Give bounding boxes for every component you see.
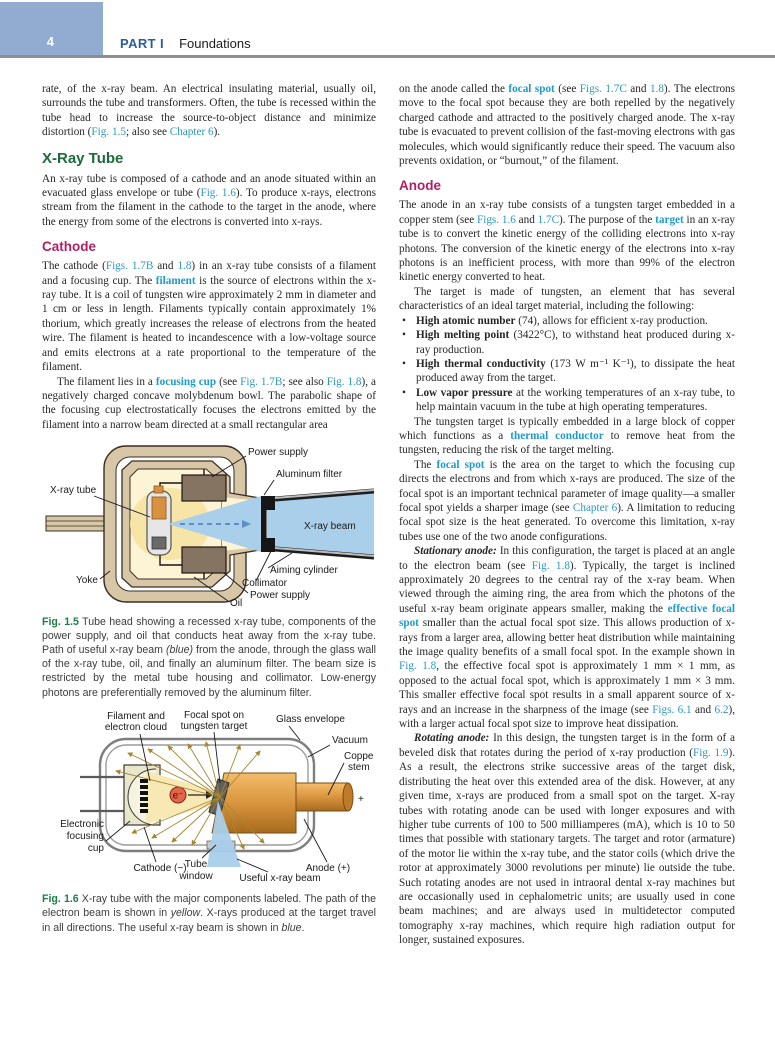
paragraph-xray-tube-intro: [42, 172, 376, 230]
label-power-supply-top: Power supply: [248, 447, 309, 459]
paragraph-focal-spot-size: [399, 458, 735, 544]
caption-fig-1-5: [42, 615, 376, 700]
label-yoke: Yoke: [76, 575, 98, 587]
label-collimator: Collimator: [242, 578, 288, 590]
text-run-italic: blue: [281, 921, 302, 934]
xref-figs-1-6: Figs. 1.6: [476, 213, 516, 226]
xref-figs-6-1: Figs. 6.1: [652, 703, 692, 716]
keyterm-focal-spot: focal spot: [508, 83, 555, 95]
text-run: is the area on the target to which the focusing cup directs the electrons and from which x-rays are produced. The size of the focal spot is an important technical parameter of image quality—a smaller focal spot yields a sharper image (see: [399, 458, 735, 514]
text-run: X-ray tube with the major components labeled. The path of the electron beam is shown in: [42, 893, 376, 920]
text-run: to remove heat from the tungsten, reducing the risk of the target melting.: [399, 429, 735, 457]
subsection-heading-anode: Anode: [399, 178, 441, 194]
label-vacuum: Vacuum: [332, 734, 368, 746]
xref-fig-6-2: 6.2: [714, 703, 729, 716]
text-run: ). To produce x-rays, electrons stream from the filament in the cathode to the target in the anode, where the energy from some of the electrons is converted into x-rays.: [42, 187, 376, 228]
xref-fig-1-9: Fig. 1.9: [693, 746, 729, 759]
label-glass-envelope: Glass envelope: [276, 713, 345, 725]
paragraph-focusing-cup: [42, 375, 376, 433]
section-heading-xray-tube: X-Ray Tube: [42, 149, 124, 167]
xref-chapter-6: Chapter 6: [572, 501, 618, 514]
right-column: [399, 82, 735, 948]
text-run: , the effective focal spot is approximately 1 mm × 1 mm, as opposed to the actual focal spot, which is approximately 1 mm × 3 mm. This smaller effective focal spot results in a small apparent source of x-rays and an increase in the sharpness of the image (see: [399, 660, 735, 716]
bullet-icon: •: [402, 329, 406, 342]
keyterm-focal-spot: focal spot: [436, 458, 485, 471]
bullet-icon: •: [402, 357, 406, 370]
collimator-block-top: [266, 496, 275, 510]
label-copper-line1: Copper: [344, 750, 374, 762]
text-run: ; see also: [282, 375, 327, 388]
text-run: (173 W m⁻¹ K⁻¹), to dissipate the heat produced away from the target.: [416, 357, 735, 385]
xref-fig-1-8: 1.8: [177, 260, 192, 273]
label-anode: Anode (+): [305, 862, 351, 874]
support-arm: [46, 516, 112, 531]
text-run: ).: [213, 126, 221, 139]
xref-chapter-6: Chapter 6: [169, 126, 214, 139]
xref-figs-1-7b: Figs. 1.7B: [105, 260, 154, 273]
caption-fig-1-6: [42, 892, 376, 935]
copper-stem-shape: [296, 783, 348, 811]
aluminum-filter-bar: [261, 496, 266, 552]
xref-fig-1-7b: Fig. 1.7B: [240, 375, 283, 388]
text-run: in an x-ray tube is to convert the kinetic energy of the colliding electrons into x-ray photons. The conversion of the kinetic energy of the electrons into x-ray photons is an inefficient process, with more than 99% of the electron kinetic energy converted to heat.: [399, 213, 736, 284]
tube-head-diagram: [44, 441, 374, 607]
text-run: ), with a larger actual focal spot size to improve heat dissipation.: [399, 703, 736, 731]
power-supply-top-block: [182, 475, 226, 501]
text-run: ; also see: [125, 126, 170, 139]
text-run: ), a negatively charged concave molybdenum bowl. The parabolic shape of the focusing cup electrostatically focuses the electrons emitted by the filament into a narrow beam directed at a small rectangular area: [42, 375, 376, 431]
tungsten-properties-list: [399, 314, 735, 415]
text-run: . X-rays produced at the target travel in all directions. The useful x-ray beam is shown in: [42, 907, 376, 934]
keyterm-thermal-conductor: thermal conductor: [510, 429, 604, 442]
subsection-heading-cathode: Cathode: [42, 239, 96, 255]
text-run: and: [153, 260, 178, 273]
label-xray-beam: X-ray beam: [304, 521, 356, 533]
paragraph-thermal-conductor: [399, 415, 735, 458]
label-cathode: Cathode (−): [133, 862, 187, 874]
text-run: and: [626, 83, 650, 95]
list-item: [399, 328, 735, 357]
list-item: [399, 386, 735, 415]
xref-fig-1-7c: 1.7C: [537, 213, 560, 226]
text-run: The cathode (: [42, 260, 106, 273]
label-cup-line2: focusing: [66, 830, 104, 842]
label-cup-line3: cup: [87, 842, 104, 854]
label-filament-line1: Filament and: [107, 710, 165, 722]
part-title: Foundations: [179, 36, 251, 51]
label-focal-spot-line1: Focal spot on: [183, 709, 245, 721]
label-power-supply-bottom: Power supply: [250, 590, 311, 602]
figure-1-5: [42, 441, 376, 611]
property-name: High atomic number: [416, 314, 516, 327]
label-window-line1: Tube: [184, 858, 208, 870]
list-item: [399, 357, 735, 386]
property-name: High thermal conductivity: [416, 357, 546, 370]
xref-fig-1-5: Fig. 1.5: [91, 126, 126, 139]
xref-fig-1-8: 1.8: [649, 83, 664, 95]
bullet-icon: •: [402, 314, 406, 327]
left-column: [42, 82, 376, 935]
text-run: (see: [554, 83, 580, 95]
property-name: High melting point: [416, 329, 510, 342]
label-oil: Oil: [230, 598, 243, 608]
keyterm-filament: filament: [155, 274, 196, 287]
paragraph-anode-target: [399, 198, 735, 284]
xref-fig-1-8: Fig. 1.8: [399, 660, 437, 673]
keyterm-effective-focal-spot: effective focal spot: [399, 602, 735, 630]
text-run: In this design, the tungsten target is in the form of a beveled disk that rotates during the period of x-ray production (: [399, 732, 735, 759]
text-run: .: [301, 921, 305, 934]
figure-label: Fig. 1.6: [42, 893, 79, 906]
figure-label: Fig. 1.5: [42, 615, 79, 628]
run-in-heading-stationary-anode: Stationary anode:: [414, 545, 497, 558]
page-number: 4: [46, 34, 54, 49]
label-copper-line2: stem: [348, 761, 370, 773]
text-run: ). The electrons move to the focal spot because they are both repelled by the negatively charged cathode and attracted to the positively charged anode. The x-ray tube is evacuated to prevent collision of the fast-moving electrons with gas molecules, which would significantly reduce their speed. The vacuum also prevents oxidation, or “burnout,” of the filament.: [399, 83, 735, 168]
text-run: The tungsten target is typically embedded in a large block of copper which functions as a: [399, 415, 735, 442]
electron-label: e⁻: [172, 790, 184, 802]
label-aluminum-filter: Aluminum filter: [276, 469, 343, 481]
text-run: ). Typically, the target is inclined approximately 20 degrees to the central ray of the x-ray beam. When viewed through the aiming ring, the area from which the photons of the useful x-ray beam originate appears smaller, making the: [399, 559, 735, 615]
paragraph-oil-insulation: [42, 82, 376, 140]
label-xray-tube: X-ray tube: [50, 485, 97, 497]
text-run: at the working temperatures of an x-ray tube, to help maintain vacuum in the tube at high operating temperatures.: [416, 386, 735, 414]
label-filament-line2: electron cloud: [104, 721, 168, 733]
text-run: (3422°C), to withstand heat produced during x-ray production.: [416, 329, 735, 356]
text-run: The anode in an x-ray tube consists of a tungsten target embedded in a copper stem (see: [399, 199, 735, 226]
text-run: (see: [216, 375, 241, 388]
text-run: Tube head showing a recessed x-ray tube, components of the power supply, and oil that conducts heat away from the x-ray tube. Path of useful x-ray beam: [42, 615, 376, 656]
xray-tube-diagram: [44, 709, 374, 885]
property-name: Low vapor pressure: [416, 386, 513, 399]
bullet-icon: •: [402, 386, 406, 399]
text-run: ) in an x-ray tube consists of a filament and a focusing cup. The: [42, 260, 376, 287]
paragraph-cathode-filament: [42, 259, 376, 374]
paragraph-rotating-anode: [399, 731, 735, 947]
xref-fig-1-8: Fig. 1.8: [531, 559, 570, 572]
running-header: [120, 36, 251, 51]
text-run-italic: (blue): [165, 643, 194, 656]
xref-fig-1-8: Fig. 1.8: [326, 375, 362, 388]
text-run: An x-ray tube is composed of a cathode and an anode situated within an evacuated glass envelope or tube (: [42, 172, 376, 200]
xref-fig-1-6: Fig. 1.6: [200, 187, 236, 200]
text-run: ). A limitation to reducing focal spot size is the heat generated. To overcome this limitation, x-ray tubes use one of the two anode configurations.: [399, 501, 735, 543]
header-rule: [0, 55, 775, 58]
part-label: PART I: [120, 36, 165, 51]
text-run: ). The purpose of the: [559, 213, 656, 226]
text-run: is the source of electrons within the x-ray tube. It is a coil of tungsten wire approximately 2 mm in diameter and 1 cm or less in length. Filaments typically contain approximately 1% thorium, which greatly increases the release of electrons from the heated wire. The filament is heated to incandescence with a low-voltage source and emits electrons at a rate proportional to the temperature of the filament.: [42, 274, 376, 374]
anode-plus-sign: +: [358, 793, 364, 805]
text-run: ). As a result, the electrons strike successive areas of the target disk, distributing the heat over this extended area of the disk. However, at any given time, x-rays are produced from a small spot on the target. X-ray tubes with rotating anode can be used with longer exposures and with higher tube currents of 100 to 500 milliamperes (mA), which is 10 to 50 times that possible with stationary targets. The target and rotor (armature) of the motor lie within the x-ray tube, and the stator coils (which drive the rotor at approximately 3000 revolutions per minute) lie outside the tube. Such rotating anodes are not used in intraoral dental x-ray machines but are occasionally used in cephalometric units; are usually used in cone beam machines; and are always used in multidetector computed tomography x-ray machines, which require high radiation output for longer, sustained exposures.: [399, 746, 735, 947]
text-run: The target is made of tungsten, an element that has several characteristics of an ideal target material, including the following:: [399, 285, 735, 313]
paragraph-focal-spot-intro: [399, 82, 735, 168]
text-run: and: [691, 703, 715, 716]
xref-figs-1-7c: Figs. 1.7C: [579, 83, 627, 95]
label-window-line2: window: [179, 870, 213, 882]
text-run-italic: yellow: [170, 907, 201, 920]
label-useful-beam: Useful x-ray beam: [239, 872, 321, 884]
power-supply-bottom-block: [182, 547, 226, 573]
text-run: In this configuration, the target is placed at an angle to the electron beam (see: [399, 545, 735, 572]
label-aiming-cylinder: Aiming cylinder: [270, 565, 338, 577]
keyterm-focusing-cup: focusing cup: [155, 375, 217, 388]
text-run: smaller than the actual focal spot size. This allows production of x-rays from a larger area, allowing better heat distribution while maintaining the image quality benefits of a small focal spot. In the example shown in: [399, 617, 735, 659]
label-focal-spot-line2: tungsten target: [180, 720, 248, 732]
text-run: The: [414, 458, 437, 471]
text-run: The filament lies in a: [57, 375, 156, 388]
text-run: and: [515, 213, 538, 226]
text-run: on the anode called the: [399, 83, 509, 95]
text-run: rate, of the x-ray beam. An electrical insulating material, usually oil, surrounds the tube and transformers. Often, the tube is recessed within the tube head to increase the source-to-object distance and minimize distortion (: [42, 83, 376, 139]
collimator-block-bottom: [266, 538, 275, 552]
text-run: (74), allows for efficient x-ray production.: [515, 314, 708, 327]
text-run: from the anode, through the glass wall of the x-ray tube, oil, and finally an aluminum filter. The beam size is restricted by the metal tube housing and collimator. Low-energy photons are preferentially removed by the aluminum filter.: [42, 643, 377, 699]
paragraph-stationary-anode: [399, 544, 735, 731]
keyterm-target: target: [655, 213, 684, 226]
paragraph-tungsten-characteristics: [399, 285, 735, 314]
figure-1-6: [42, 709, 376, 889]
run-in-heading-rotating-anode: Rotating anode:: [414, 732, 490, 745]
label-cup-line1: Electronic: [60, 818, 104, 830]
list-item: [399, 314, 735, 328]
